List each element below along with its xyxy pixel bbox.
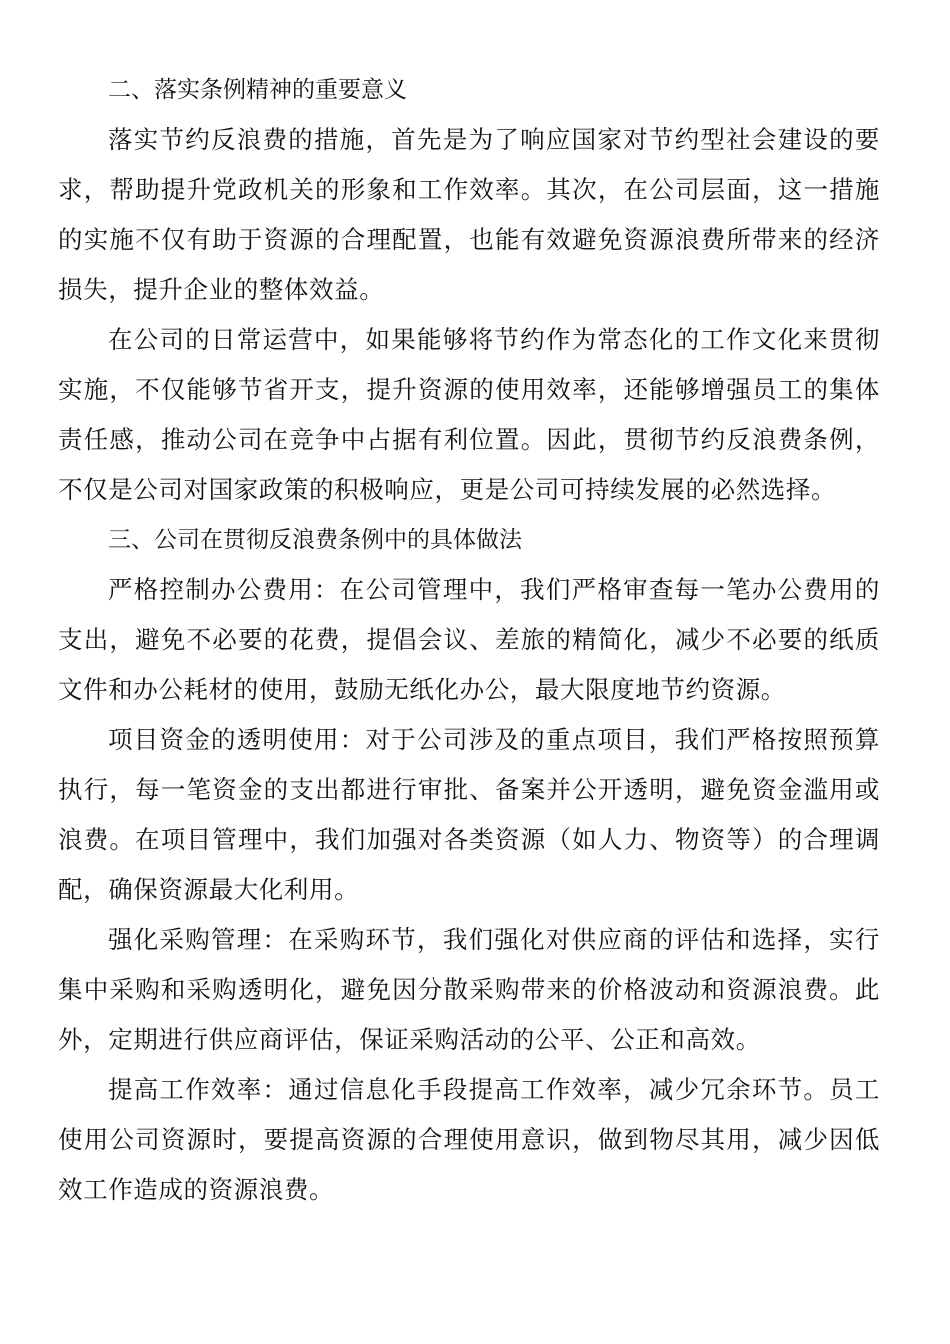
paragraph-significance-2: 在公司的日常运营中，如果能够将节约作为常态化的工作文化来贯彻实施，不仅能够节省开支，提升资源的使用效率，还能够增强员工的集体责任感，推动公司在竞争中占据有利位置。因此，贯彻节约反浪费条例，不仅是公司对国家政策的积极响应，更是公司可持续发展的必然选择。 xyxy=(58,325,880,504)
section-heading-significance: 二、落实条例精神的重要意义 xyxy=(108,77,407,103)
paragraph-efficiency: 提高工作效率：通过信息化手段提高工作效率，减少冗余环节。员工使用公司资源时，要提高资源的合理使用意识，做到物尽其用，减少因低效工作造成的资源浪费。 xyxy=(58,1075,880,1204)
paragraph-office-costs: 严格控制办公费用：在公司管理中，我们严格审查每一笔办公费用的支出，避免不必要的花费，提倡会议、差旅的精简化，减少不必要的纸质文件和办公耗材的使用，鼓励无纸化办公，最大限度地节约资源。 xyxy=(58,575,880,704)
paragraph-procurement: 强化采购管理：在采购环节，我们强化对供应商的评估和选择，实行集中采购和采购透明化，避免因分散采购带来的价格波动和资源浪费。此外，定期进行供应商评估，保证采购活动的公平、公正和高效。 xyxy=(58,925,880,1054)
document-body xyxy=(58,65,880,1215)
section-heading-practices: 三、公司在贯彻反浪费条例中的具体做法 xyxy=(108,527,522,553)
paragraph-project-funds: 项目资金的透明使用：对于公司涉及的重点项目，我们严格按照预算执行，每一笔资金的支出都进行审批、备案并公开透明，避免资金滥用或浪费。在项目管理中，我们加强对各类资源（如人力、物资等）的合理调配，确保资源最大化利用。 xyxy=(58,725,880,904)
paragraph-significance-1: 落实节约反浪费的措施，首先是为了响应国家对节约型社会建设的要求，帮助提升党政机关的形象和工作效率。其次，在公司层面，这一措施的实施不仅有助于资源的合理配置，也能有效避免资源浪费所带来的经济损失，提升企业的整体效益。 xyxy=(58,125,880,304)
